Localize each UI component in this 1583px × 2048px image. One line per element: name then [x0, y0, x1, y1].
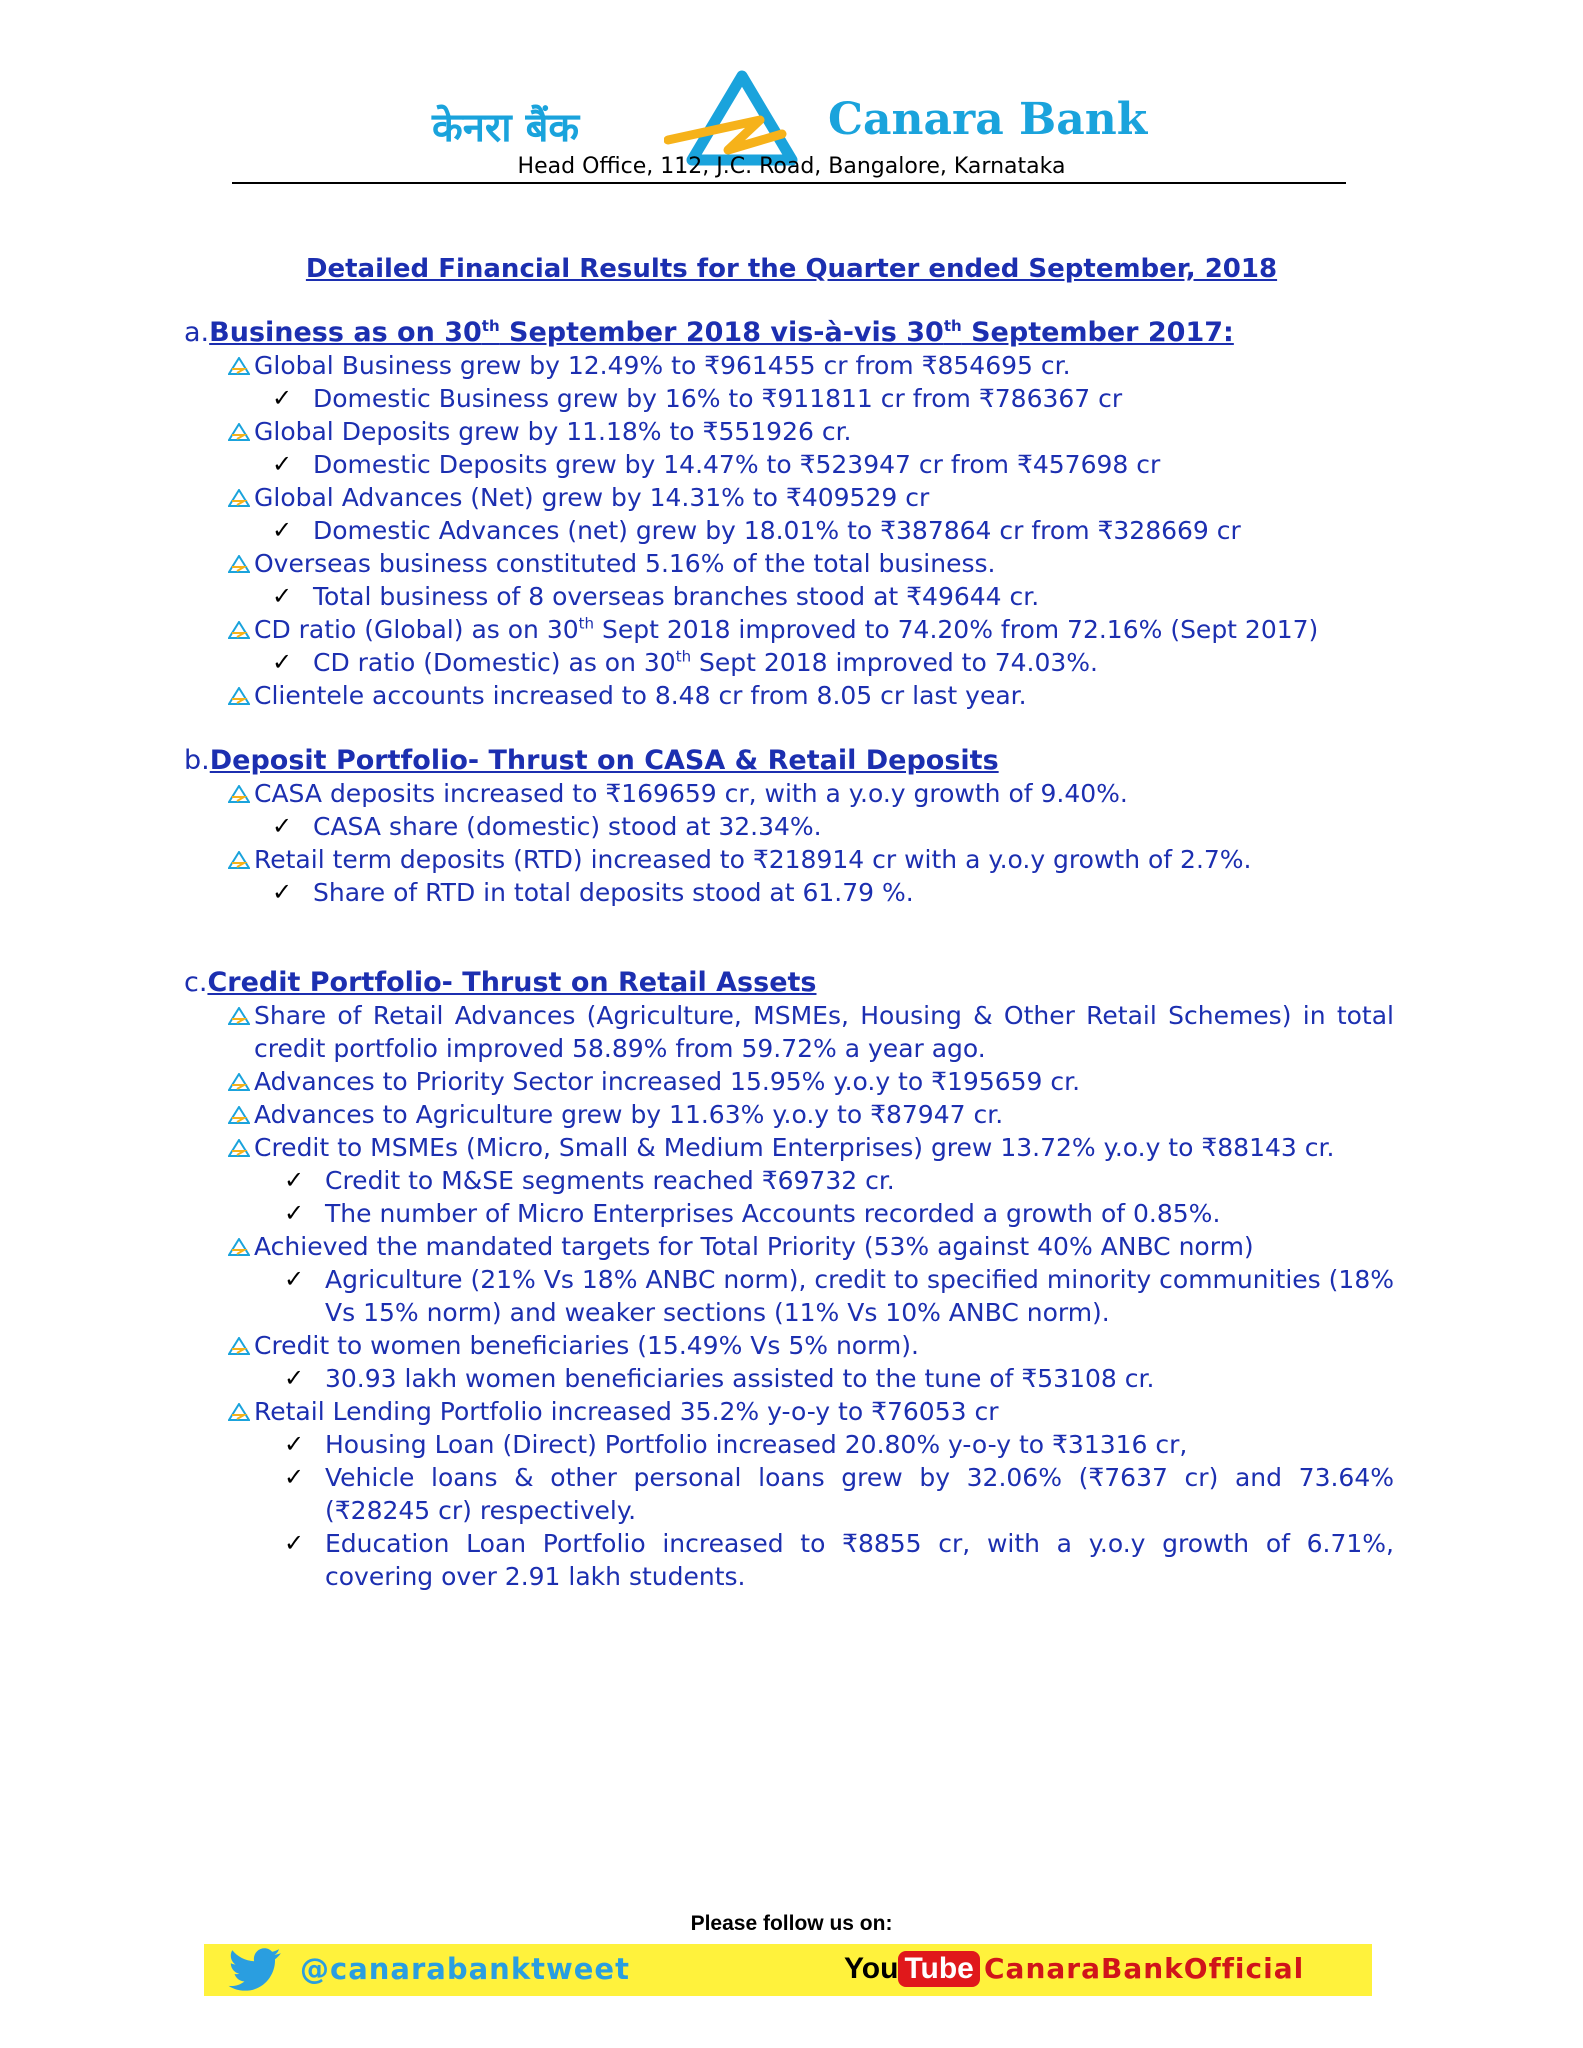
list-item: [184, 613, 1394, 646]
item-text: Advances to Agriculture grew by 11.63% y.o.y to ₹87947 cr.: [254, 1100, 1004, 1129]
section-c-heading: [184, 966, 1394, 999]
item-text: Share of Retail Advances (Agriculture, MSMEs, Housing & Other Retail Schemes) in total credit portfolio improved 58.89% from 59.72% a year ago.: [254, 1001, 1394, 1063]
page-header: [0, 58, 1583, 178]
triangle-bullet-icon: [228, 851, 250, 869]
social-footer-bar: [204, 1944, 1372, 1996]
section-business: [184, 316, 1394, 712]
section-a-letter: a.: [184, 317, 210, 348]
youtube-logo[interactable]: [844, 1951, 980, 1989]
checkmark-icon: ✓: [284, 1463, 305, 1491]
section-a-title-part2: September 2018 vis-à-vis 30: [499, 317, 944, 348]
head-office-address: Head Office, 112, J.C. Road, Bangalore, Karnataka: [517, 154, 1066, 179]
item-text: Domestic Deposits grew by 14.47% to ₹523947 cr from ₹457698 cr: [313, 450, 1161, 479]
item-text: Clientele accounts increased to 8.48 cr from 8.05 cr last year.: [254, 681, 1027, 710]
list-item: [184, 999, 1394, 1065]
triangle-bullet-icon: [228, 1238, 250, 1256]
list-item: [184, 1461, 1394, 1527]
list-item: [184, 679, 1394, 712]
list-item: [184, 1164, 1394, 1197]
list-item: [184, 382, 1394, 415]
item-text: CASA deposits increased to ₹169659 cr, with a y.o.y growth of 9.40%.: [254, 779, 1128, 808]
section-credit-portfolio: [184, 966, 1394, 1593]
triangle-bullet-icon: [228, 1337, 250, 1355]
checkmark-icon: ✓: [284, 1166, 305, 1194]
list-item: [184, 514, 1394, 547]
item-text: Credit to M&SE segments reached ₹69732 cr.: [325, 1166, 895, 1195]
checkmark-icon: ✓: [272, 812, 293, 840]
list-item: [184, 1395, 1394, 1428]
section-a-sup1: th: [481, 317, 500, 335]
list-item: [184, 1527, 1394, 1593]
list-item: [184, 876, 1394, 909]
item-text: Retail Lending Portfolio increased 35.2% y-o-y to ₹76053 cr: [254, 1397, 999, 1426]
list-item: [184, 448, 1394, 481]
checkmark-icon: ✓: [272, 878, 293, 906]
item-text: Overseas business constituted 5.16% of the total business.: [254, 549, 996, 578]
item-text: The number of Micro Enterprises Accounts recorded a growth of 0.85%.: [325, 1199, 1221, 1228]
list-item: [184, 1131, 1394, 1164]
item-text: Agriculture (21% Vs 18% ANBC norm), credit to specified minority communities (18% Vs 15% norm) and weaker sections (11% Vs 10% ANBC norm).: [325, 1265, 1394, 1327]
item-text: Global Advances (Net) grew by 14.31% to ₹409529 cr: [254, 483, 930, 512]
item-text: Credit to MSMEs (Micro, Small & Medium Enterprises) grew 13.72% y.o.y to ₹88143 cr.: [254, 1133, 1335, 1162]
triangle-bullet-icon: [228, 1139, 250, 1157]
list-item: [184, 547, 1394, 580]
checkmark-icon: ✓: [284, 1265, 305, 1293]
checkmark-icon: ✓: [272, 450, 293, 478]
triangle-bullet-icon: [228, 1106, 250, 1124]
triangle-bullet-icon: [228, 357, 250, 375]
follow-us-label: Please follow us on:: [690, 1912, 893, 1935]
item-text: Housing Loan (Direct) Portfolio increased 20.80% y-o-y to ₹31316 cr,: [325, 1430, 1188, 1459]
list-item: [184, 1428, 1394, 1461]
list-item: [184, 1197, 1394, 1230]
item-text: 30.93 lakh women beneficiaries assisted to the tune of ₹53108 cr.: [325, 1364, 1155, 1393]
youtube-logo-tube: Tube: [898, 1951, 979, 1987]
triangle-bullet-icon: [228, 1007, 250, 1025]
checkmark-icon: ✓: [284, 1364, 305, 1392]
youtube-channel-link[interactable]: CanaraBankOfficial: [984, 1952, 1305, 1985]
item-text: Domestic Advances (net) grew by 18.01% to ₹387864 cr from ₹328669 cr: [313, 516, 1241, 545]
checkmark-icon: ✓: [272, 384, 293, 412]
checkmark-icon: ✓: [284, 1430, 305, 1458]
item-text: Achieved the mandated targets for Total Priority (53% against 40% ANBC norm): [254, 1232, 1254, 1261]
twitter-bird-icon[interactable]: [226, 1948, 284, 1992]
list-item: [184, 481, 1394, 514]
item-text: Vehicle loans & other personal loans grew by 32.06% (₹7637 cr) and 73.64% (₹28245 cr) respectively.: [325, 1463, 1394, 1525]
document-title: Detailed Financial Results for the Quarter ended September, 2018: [305, 254, 1278, 284]
brand-name-english: Canara Bank: [828, 94, 1148, 145]
triangle-bullet-icon: [228, 423, 250, 441]
triangle-bullet-icon: [228, 489, 250, 507]
checkmark-icon: ✓: [284, 1529, 305, 1557]
triangle-bullet-icon: [228, 555, 250, 573]
triangle-bullet-icon: [228, 687, 250, 705]
checkmark-icon: ✓: [272, 516, 293, 544]
section-c-title: Credit Portfolio- Thrust on Retail Assets: [207, 967, 817, 998]
item-text: Advances to Priority Sector increased 15.95% y.o.y to ₹195659 cr.: [254, 1067, 1081, 1096]
item-text: Domestic Business grew by 16% to ₹911811 cr from ₹786367 cr: [313, 384, 1123, 413]
list-item: [184, 580, 1394, 613]
list-item: [184, 777, 1394, 810]
header-divider: [232, 182, 1346, 184]
section-a-heading: [184, 316, 1394, 349]
item-text: Share of RTD in total deposits stood at 61.79 %.: [313, 878, 914, 907]
section-b-letter: b.: [184, 745, 210, 776]
item-text: CD ratio (Domestic) as on 30: [313, 648, 676, 677]
list-item: [184, 415, 1394, 448]
list-item: [184, 1230, 1394, 1263]
youtube-logo-you: You: [844, 1952, 899, 1986]
item-text: Credit to women beneficiaries (15.49% Vs 5% norm).: [254, 1331, 919, 1360]
triangle-bullet-icon: [228, 621, 250, 639]
checkmark-icon: ✓: [284, 1199, 305, 1227]
triangle-bullet-icon: [228, 1073, 250, 1091]
list-item: [184, 1263, 1394, 1329]
list-item: [184, 1362, 1394, 1395]
list-item: [184, 1098, 1394, 1131]
list-item: [184, 1329, 1394, 1362]
item-text: Sept 2018 improved to 74.20% from 72.16% (Sept 2017): [594, 615, 1319, 644]
section-b-title: Deposit Portfolio- Thrust on CASA & Retail Deposits: [209, 745, 999, 776]
section-a-sup2: th: [943, 317, 962, 335]
triangle-bullet-icon: [228, 1403, 250, 1421]
list-item: [184, 646, 1394, 679]
item-text: CASA share (domestic) stood at 32.34%.: [313, 812, 822, 841]
triangle-bullet-icon: [228, 785, 250, 803]
item-text: Global Deposits grew by 11.18% to ₹551926 cr.: [254, 417, 852, 446]
item-text: Total business of 8 overseas branches stood at ₹49644 cr.: [313, 582, 1040, 611]
brand-name-hindi: केनरा बैंक: [432, 105, 580, 151]
section-c-letter: c.: [184, 967, 208, 998]
item-sup: th: [675, 647, 692, 666]
list-item: [184, 1065, 1394, 1098]
twitter-handle-link[interactable]: @canarabanktweet: [300, 1952, 630, 1986]
item-text: Education Loan Portfolio increased to ₹8855 cr, with a y.o.y growth of 6.71%, covering over 2.91 lakh students.: [325, 1529, 1394, 1591]
item-sup: th: [578, 614, 595, 633]
checkmark-icon: ✓: [272, 582, 293, 610]
item-text: Sept 2018 improved to 74.03%.: [691, 648, 1098, 677]
item-text: CD ratio (Global) as on 30: [254, 615, 579, 644]
list-item: [184, 843, 1394, 876]
list-item: [184, 349, 1394, 382]
section-a-title-part3: September 2017:: [961, 317, 1234, 348]
item-text: Retail term deposits (RTD) increased to ₹218914 cr with a y.o.y growth of 2.7%.: [254, 845, 1252, 874]
section-a-title: [209, 317, 1234, 348]
item-text: Global Business grew by 12.49% to ₹961455 cr from ₹854695 cr.: [254, 351, 1071, 380]
section-deposit-portfolio: [184, 744, 1394, 909]
list-item: [184, 810, 1394, 843]
checkmark-icon: ✓: [272, 648, 293, 676]
section-b-heading: [184, 744, 1394, 777]
section-a-title-part1: Business as on 30: [209, 317, 482, 348]
